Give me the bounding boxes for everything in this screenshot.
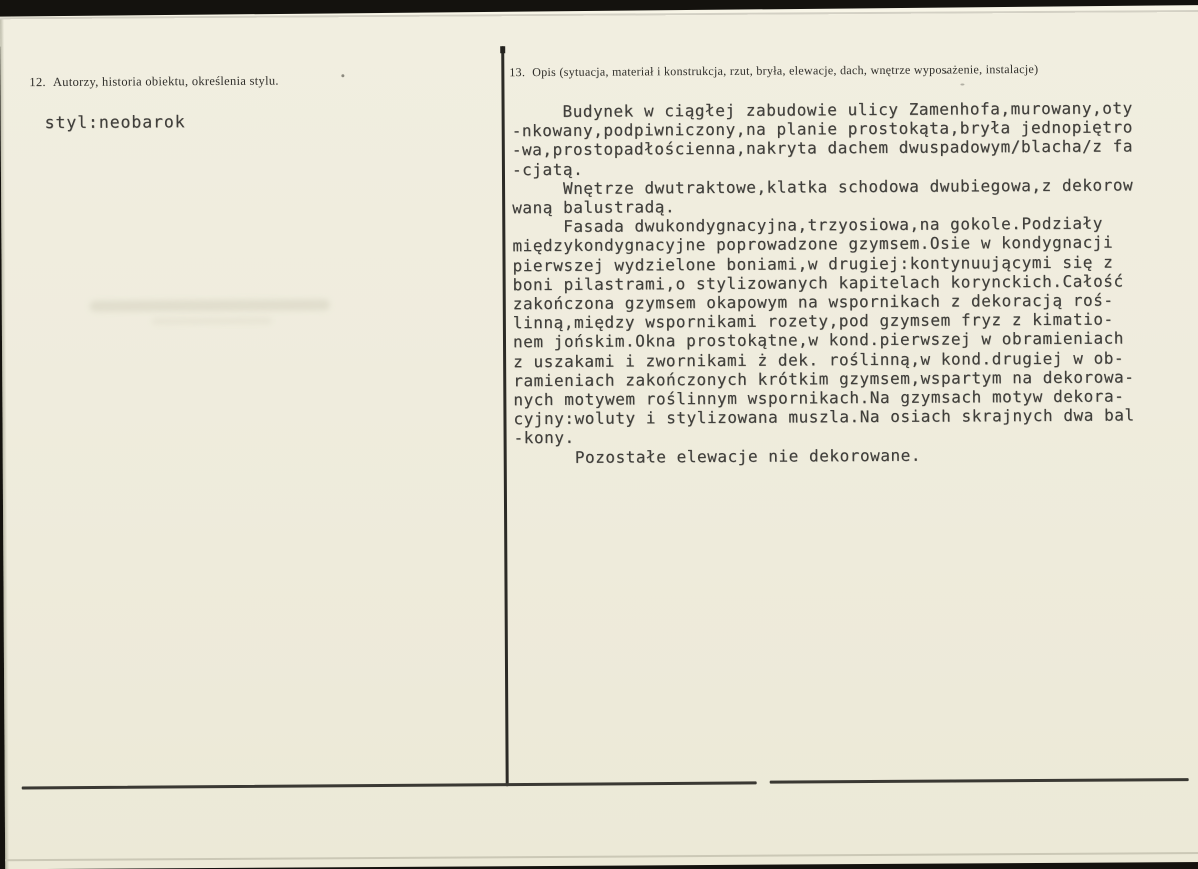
typed-text-line: Fasada dwukondygnacyjna,trzyosiowa,na gokole.Podziały — [512, 213, 1103, 237]
typed-text-line: pierwszej wydzielone boniami,w drugiej:kontynuującymi się z — [512, 252, 1114, 275]
typed-text-line: Pozostałe elewacje nie dekorowane. — [513, 445, 922, 467]
typed-text-line: zakończona gzymsem okapowym na wspornikach z dekoracją roś- — [512, 290, 1114, 314]
card-bottom-edge — [5, 852, 1198, 861]
typed-text-line: Budynek w ciągłej zabudowie ulicy Zamenhofa,murowany,oty — [511, 98, 1133, 122]
section-12-label: Autorzy, historia obiektu, określenia stylu. — [52, 73, 279, 89]
card-left-edge-shade — [0, 19, 9, 869]
typed-text-line: Wnętrze dwutraktowe,klatka schodowa dwubiegowa,z dekorow — [512, 175, 1134, 199]
typed-text-line: waną balustradą. — [512, 197, 676, 218]
typed-text-line: boni pilastrami,o stylizowanych kapitelach korynckich.Całość — [512, 271, 1124, 295]
column-divider-rule — [501, 46, 509, 786]
typed-text-line: -cjatą. — [511, 159, 584, 179]
section-12-field-header — [29, 74, 279, 91]
typed-text-line: z uszakami i zwornikami ż dek. roślinną,w kond.drugiej w ob- — [513, 348, 1125, 371]
typed-text-line: nych motywem roślinnym wspornikach.Na gzymsach motyw dekora- — [513, 386, 1125, 410]
section-12-number: 12. — [29, 75, 46, 90]
section-13-label: Opis (sytuacja, materiał i konstrukcja, rzut, bryła, elewacje, dach, wnętrze wyposażenie, instalacje) — [532, 61, 1039, 80]
form-card — [0, 12, 1198, 869]
typed-text-line: -nkowany,podpiwniczony,na planie prostokąta,bryła jednopiętro — [511, 117, 1133, 141]
ink-speck — [960, 83, 964, 85]
section-13-number: 13. — [509, 65, 526, 80]
ink-smudge — [152, 318, 272, 325]
typed-text-line: cyjny:woluty i stylizowana muszla.Na osiach skrajnych dwa bal — [513, 405, 1135, 429]
typed-text-line: nem jońskim.Okna prostokątne,w kond.pierwszej w obramieniach — [512, 328, 1125, 352]
bottom-rule-left-segment — [22, 781, 757, 789]
typed-text-line: linną,między wspornikami rozety,pod gzymsem fryz z kimatio- — [512, 309, 1114, 333]
typed-text-line: -kony. — [513, 428, 575, 448]
style-typed-value: styl:neobarok — [44, 112, 186, 133]
typed-text-line: międzykondygnacyjne poprowadzone gzymsem.Osie w kondygnacji — [512, 232, 1114, 256]
ink-smudge — [90, 299, 330, 311]
typed-text-line: ramieniach zakończonych krótkim gzymsem,wspartym na dekorowa- — [513, 367, 1135, 391]
ink-speck — [341, 74, 344, 77]
typed-text-line: -wa,prostopadłościenna,nakryta dachem dwuspadowym/blacha/z fa — [511, 136, 1134, 160]
bottom-rule-right-segment — [770, 778, 1189, 784]
section-13-field-header — [509, 61, 1187, 80]
description-typed-text — [512, 98, 1135, 467]
